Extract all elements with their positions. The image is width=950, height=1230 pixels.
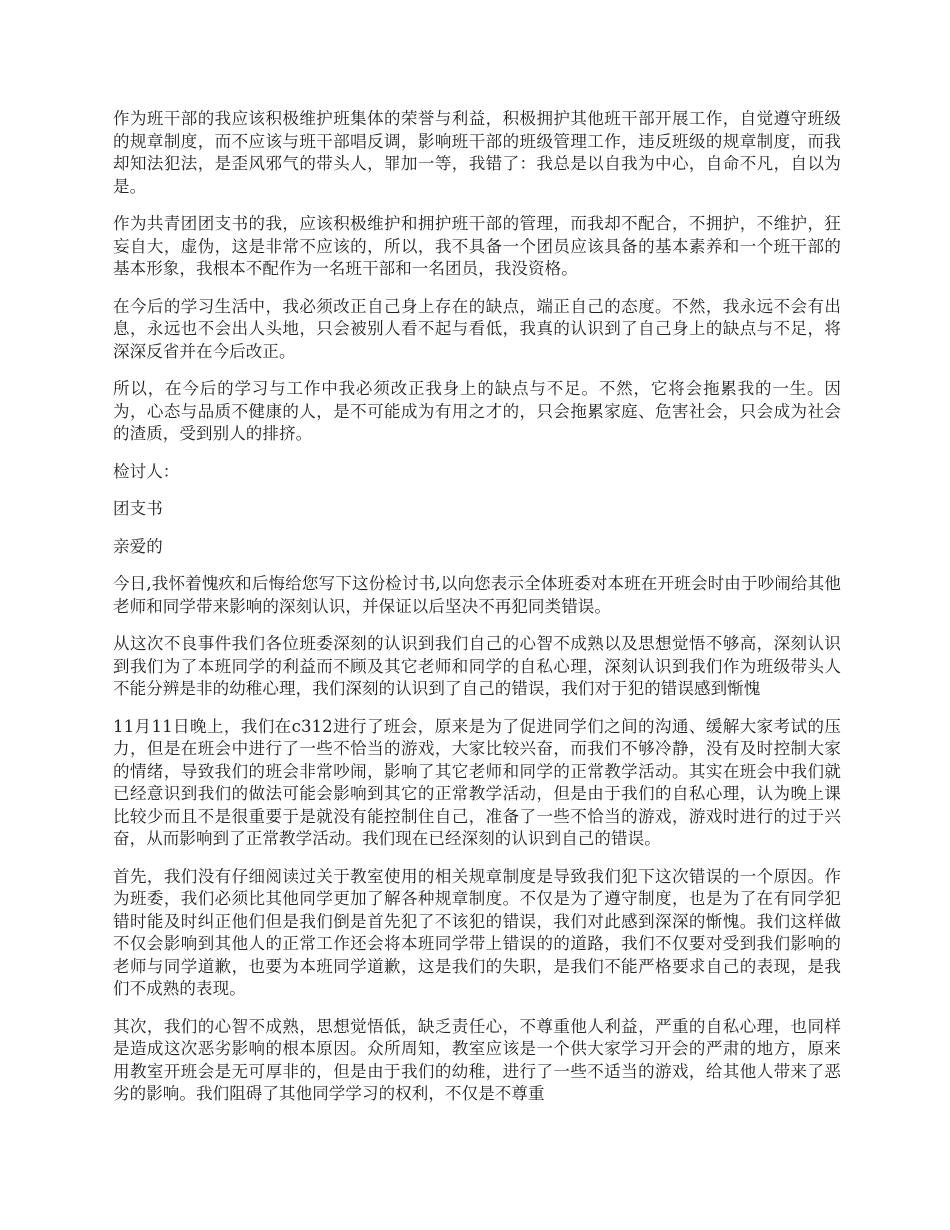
paragraph-league-secretary: 作为共青团团支书的我，应该积极维护和拥护班干部的管理，而我却不配合，不拥护，不维护，狂妄自大，虚伪，这是非常不应该的，所以，我不具备一个团员应该具备的基本素养和一个班干部的基本形象，我根本不配作为一名班干部和一名团员，我没资格。 [113, 214, 841, 278]
paragraph-incident-description: 11月11日晚上，我们在c312进行了班会，原来是为了促进同学们之间的沟通、缓解大家考试的压力，但是在班会中进行了一些不恰当的游戏，大家比较兴奋，而我们不够冷静，没有及时控制大家的情绪，导致我们的班会非常吵闹，影响了其它老师和同学的正常教学活动。其实在班会中我们就已经意识到我们的做法可能会影响到其它的正常教学活动，但是由于我们的自私心理，认为晚上课比较少而且不是很重要于是就没有能控制住自己，准备了一些不恰当的游戏，游戏时进行的过于兴奋，从而影响到了正常教学活动。我们现在已经深刻的认识到自己的错误。 [113, 716, 841, 848]
paragraph-second-reason: 其次，我们的心智不成熟，思想觉悟低，缺乏责任心，不尊重他人利益，严重的自私心理，也同样是造成这次恶劣影响的根本原因。众所周知，教室应该是一个供大家学习开会的严肃的地方，原来用教室开班会是无可厚非的，但是由于我们的幼稚，进行了一些不适当的游戏，给其他人带来了恶劣的影响。我们阻碍了其他同学学习的权利，不仅是不尊重 [113, 1016, 841, 1103]
paragraph-future-correction: 在今后的学习生活中，我必须改正自己身上存在的缺点，端正自己的态度。不然，我永远不会有出息，永远也不会出人头地，只会被别人看不起与看低，我真的认识到了自己身上的缺点与不足，将深深反省并在今后改正。 [113, 296, 841, 361]
paragraph-first-reason: 首先，我们没有仔细阅读过关于教室使用的相关规章制度是导致我们犯下这次错误的一个原因。作为班委，我们必须比其他同学更加了解各种规章制度。不仅是为了遵守制度，也是为了在有同学犯错时能及时纠正他们但是我们倒是首先犯了不该犯的错误，我们对此感到深深的惭愧。我们这样做不仅会影响到其他人的正常工作还会将本班同学带上错误的的道路，我们不仅要对受到我们影响的老师与同学道歉，也要为本班同学道歉，这是我们的失职，是我们不能严格要求自己的表现，是我们不成熟的表现。 [113, 866, 841, 998]
signature-reviewer-label: 检讨人： [113, 461, 180, 481]
signature-title: 团支书 [113, 499, 163, 518]
salutation: 亲爱的 [113, 536, 163, 556]
paragraph-class-cadre-duty: 作为班干部的我应该积极维护班集体的荣誉与利益，积极拥护其他班干部开展工作，自觉遵守班级的规章制度，而不应该与班干部唱反调，影响班干部的班级管理工作，违反班级的规章制度，而我却知法犯法，是歪风邪气的带头人，罪加一等，我错了：我总是以自我为中心，自命不凡，自以为是。 [113, 109, 841, 196]
document-body [113, 108, 841, 1121]
paragraph-apology-intro: 今日,我怀着愧疚和后悔给您写下这份检讨书,以向您表示全体班委对本班在开班会时由于吵闹给其他老师和同学带来影响的深刻认识，并保证以后坚决不再犯同类错误。 [113, 574, 841, 616]
paragraph-realization: 从这次不良事件我们各位班委深刻的认识到我们自己的心智不成熟以及思想觉悟不够高，深刻认识到我们为了本班同学的利益而不顾及其它老师和同学的自私心理，深刻认识到我们作为班级带头人不能分辨是非的幼稚心理，我们深刻的认识到了自己的错误，我们对于犯的错误感到惭愧 [113, 634, 841, 698]
paragraph-conclusion: 所以，在今后的学习与工作中我必须改正我身上的缺点与不足。不然，它将会拖累我的一生。因为，心态与品质不健康的人，是不可能成为有用之才的，只会拖累家庭、危害社会，只会成为社会的渣质，受到别人的排挤。 [113, 379, 841, 443]
